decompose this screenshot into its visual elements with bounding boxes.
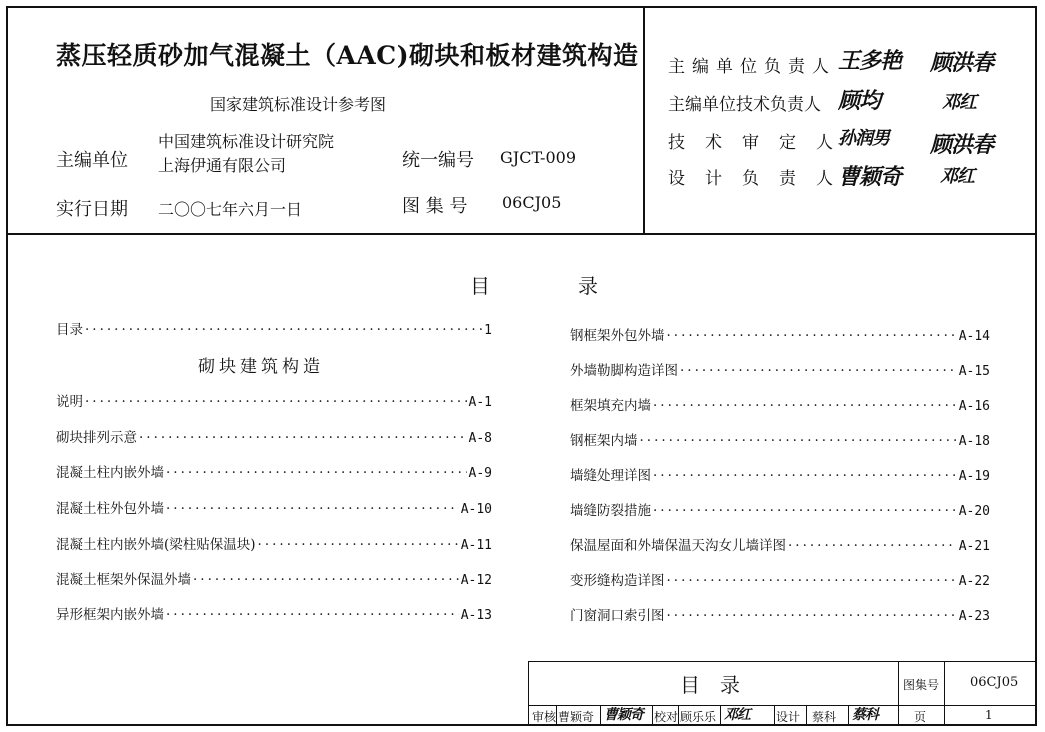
- toc-item[interactable]: 钢框架外包外墙 ····· A-14: [570, 324, 990, 344]
- toc-item[interactable]: 砌块排列示意 ····· A-8: [56, 426, 492, 446]
- signature-chief-unit-2: 顾洪春: [930, 50, 994, 76]
- document-title: 蒸压轻质砂加气混凝土（AAC)砌块和板材建筑构造: [56, 41, 639, 70]
- toc-item[interactable]: 外墙勒脚构造详图 ····· A-15: [570, 359, 990, 379]
- check-name: 顾乐乐: [680, 710, 717, 724]
- editor-unit-1: 中国建筑标准设计研究院: [158, 132, 335, 151]
- design-name: 蔡科: [812, 710, 837, 724]
- signature-chief-unit: 王多艳: [838, 48, 902, 74]
- check-label: 校对: [654, 710, 679, 724]
- design-signature: 蔡科: [852, 707, 878, 723]
- toc-item[interactable]: 说明 ····· A-1: [56, 390, 492, 410]
- titleblock-atlas-number: 06CJ05: [970, 675, 1019, 690]
- review-signature: 曹颖奇: [604, 707, 643, 723]
- signature-tech-2: 邓红: [942, 92, 976, 113]
- toc-item[interactable]: 框架填充内墙 ····· A-16: [570, 394, 990, 414]
- toc-item[interactable]: 异形框架内嵌外墙 ····· A-13: [56, 603, 492, 623]
- unified-number-label: 统一编号: [402, 150, 474, 171]
- implementation-date: 二〇〇七年六月一日: [158, 200, 303, 219]
- resp-label-tech: 主编单位技术负责人: [668, 95, 821, 115]
- toc-item[interactable]: 混凝土柱外包外墙 ····· A-10: [56, 497, 492, 517]
- editor-unit-2: 上海伊通有限公司: [158, 156, 287, 175]
- document-subtitle: 国家建筑标准设计参考图: [210, 95, 387, 114]
- review-name: 曹颖奇: [558, 710, 595, 724]
- titleblock-atlas-label: 图集号: [903, 678, 940, 692]
- signature-tech: 顾均: [838, 88, 881, 114]
- date-label: 实行日期: [56, 199, 128, 220]
- atlas-number: 06CJ05: [502, 193, 562, 212]
- toc-heading-left: 目: [470, 274, 490, 298]
- unified-number: GJCT-009: [500, 148, 576, 167]
- signature-design-2: 邓红: [940, 166, 974, 187]
- toc-item[interactable]: 变形缝构造详图 ····· A-22: [570, 569, 990, 589]
- toc-item[interactable]: 目录 ····· 1: [56, 318, 492, 338]
- resp-label-review: 技术审定人: [668, 133, 853, 153]
- signature-review: 孙润男: [838, 128, 889, 149]
- toc-heading-right: 录: [578, 274, 598, 298]
- toc-section-heading: 砌块建筑构造: [198, 357, 324, 377]
- atlas-number-label: 图 集 号: [402, 196, 468, 217]
- signature-design: 曹颖奇: [838, 164, 902, 190]
- toc-item[interactable]: 门窗洞口索引图 ····· A-23: [570, 604, 990, 624]
- header-divider: [6, 233, 1037, 235]
- header-vertical-divider: [643, 6, 645, 234]
- design-label: 设计: [776, 710, 801, 724]
- titleblock-page-label: 页: [914, 710, 927, 724]
- toc-item[interactable]: 墙缝防裂措施 ····· A-20: [570, 499, 990, 519]
- toc-item[interactable]: 混凝土柱内嵌外墙 ····· A-9: [56, 461, 492, 481]
- titleblock-name: 目 录: [680, 673, 740, 697]
- resp-label-design: 设计负责人: [668, 169, 853, 189]
- titleblock-page-number: 1: [985, 708, 993, 722]
- toc-item[interactable]: 钢框架内墙 ····· A-18: [570, 429, 990, 449]
- toc-item[interactable]: 混凝土框架外保温外墙 ····· A-12: [56, 568, 492, 588]
- toc-item[interactable]: 混凝土柱内嵌外墙(梁柱贴保温块) ····· A-11: [56, 533, 492, 553]
- editor-unit-label: 主编单位: [56, 150, 128, 171]
- check-signature: 邓红: [724, 707, 750, 723]
- resp-label-chief-unit: 主编单位负责人: [668, 57, 836, 77]
- signature-review-2: 顾洪春: [930, 132, 994, 158]
- toc-item[interactable]: 保温屋面和外墙保温天沟女儿墙详图 ····· A-21: [570, 534, 990, 554]
- review-label: 审核: [532, 710, 557, 724]
- toc-item[interactable]: 墙缝处理详图 ····· A-19: [570, 464, 990, 484]
